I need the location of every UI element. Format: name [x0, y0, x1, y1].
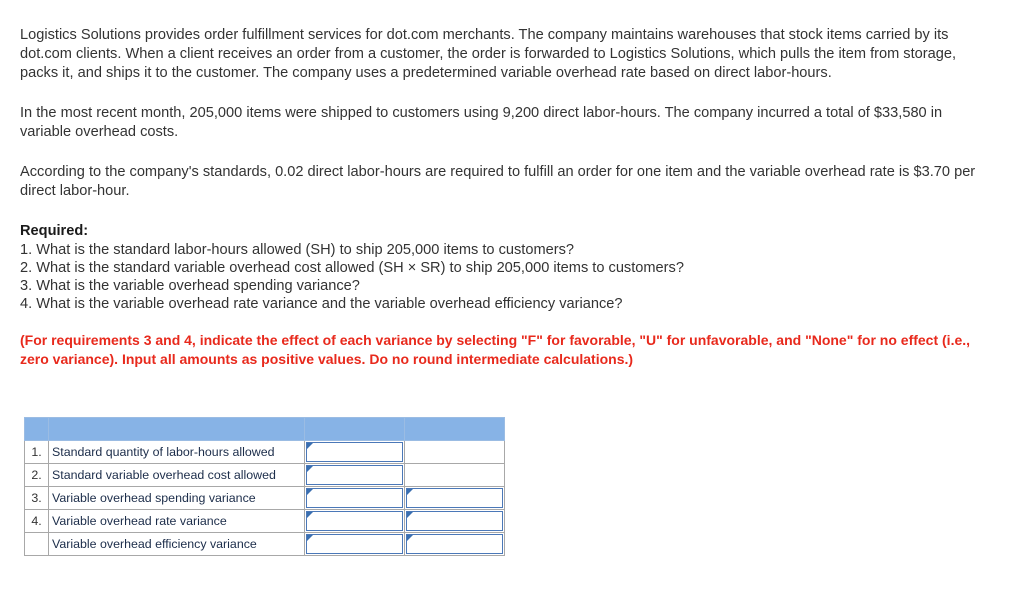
requirement-1: 1. What is the standard labor-hours allowed (SH) to ship 205,000 items to customers?	[20, 242, 575, 258]
table-header-row	[25, 418, 505, 441]
table-row	[25, 441, 505, 464]
requirement-3: 3. What is the variable overhead spending variance?	[20, 278, 360, 294]
row-label: Variable overhead rate variance	[49, 510, 305, 533]
row-number: 2.	[25, 464, 49, 487]
rate-variance-effect-select[interactable]	[406, 511, 503, 531]
table-row	[25, 464, 505, 487]
table-row	[25, 533, 505, 556]
requirement-4: 4. What is the variable overhead rate variance and the variable overhead efficiency variance?	[20, 296, 623, 312]
spending-variance-amount-input[interactable]	[306, 488, 403, 508]
problem-paragraph-1: Logistics Solutions provides order fulfillment services for dot.com merchants. The company maintains warehouses that stock items carried by its dot.com clients. When a client receives an order from a customer, the order is forwarded to Logistics Solutions, which pulls the item from storage, packs it, and ships it to the customer. The company uses a predetermined variable overhead rate based on direct labor-hours.	[20, 27, 957, 81]
table-row	[25, 510, 505, 533]
row-number: 3.	[25, 487, 49, 510]
answer-table	[24, 417, 505, 556]
requirement-2: 2. What is the standard variable overhead cost allowed (SH × SR) to ship 205,000 items to customers?	[20, 260, 684, 276]
row-label: Standard variable overhead cost allowed	[49, 464, 305, 487]
row-number: 4.	[25, 510, 49, 533]
row-label: Standard quantity of labor-hours allowed	[49, 441, 305, 464]
row-label: Variable overhead efficiency variance	[49, 533, 305, 556]
efficiency-variance-effect-select[interactable]	[406, 534, 503, 554]
row-label: Variable overhead spending variance	[49, 487, 305, 510]
efficiency-variance-amount-input[interactable]	[306, 534, 403, 554]
problem-paragraph-3: According to the company's standards, 0.02 direct labor-hours are required to fulfill an order for one item and the variable overhead rate is $3.70 per direct labor-hour.	[20, 164, 976, 199]
table-row	[25, 487, 505, 510]
instructions-text: (For requirements 3 and 4, indicate the effect of each variance by selecting "F" for favorable, "U" for unfavorable, and "None" for no effect (i.e., zero variance). Input all amounts as positive values. Do no round intermediate calculations.)	[20, 332, 971, 367]
problem-paragraph-2: In the most recent month, 205,000 items were shipped to customers using 9,200 direct labor-hours. The company incurred a total of $33,580 in variable overhead costs.	[20, 105, 943, 140]
requirements-list	[20, 241, 990, 313]
row-number: 1.	[25, 441, 49, 464]
spending-variance-effect-select[interactable]	[406, 488, 503, 508]
row-number	[25, 533, 49, 556]
standard-labor-hours-input[interactable]	[306, 442, 403, 462]
rate-variance-amount-input[interactable]	[306, 511, 403, 531]
required-heading: Required:	[20, 223, 89, 239]
standard-overhead-cost-input[interactable]	[306, 465, 403, 485]
problem-content	[20, 26, 990, 369]
